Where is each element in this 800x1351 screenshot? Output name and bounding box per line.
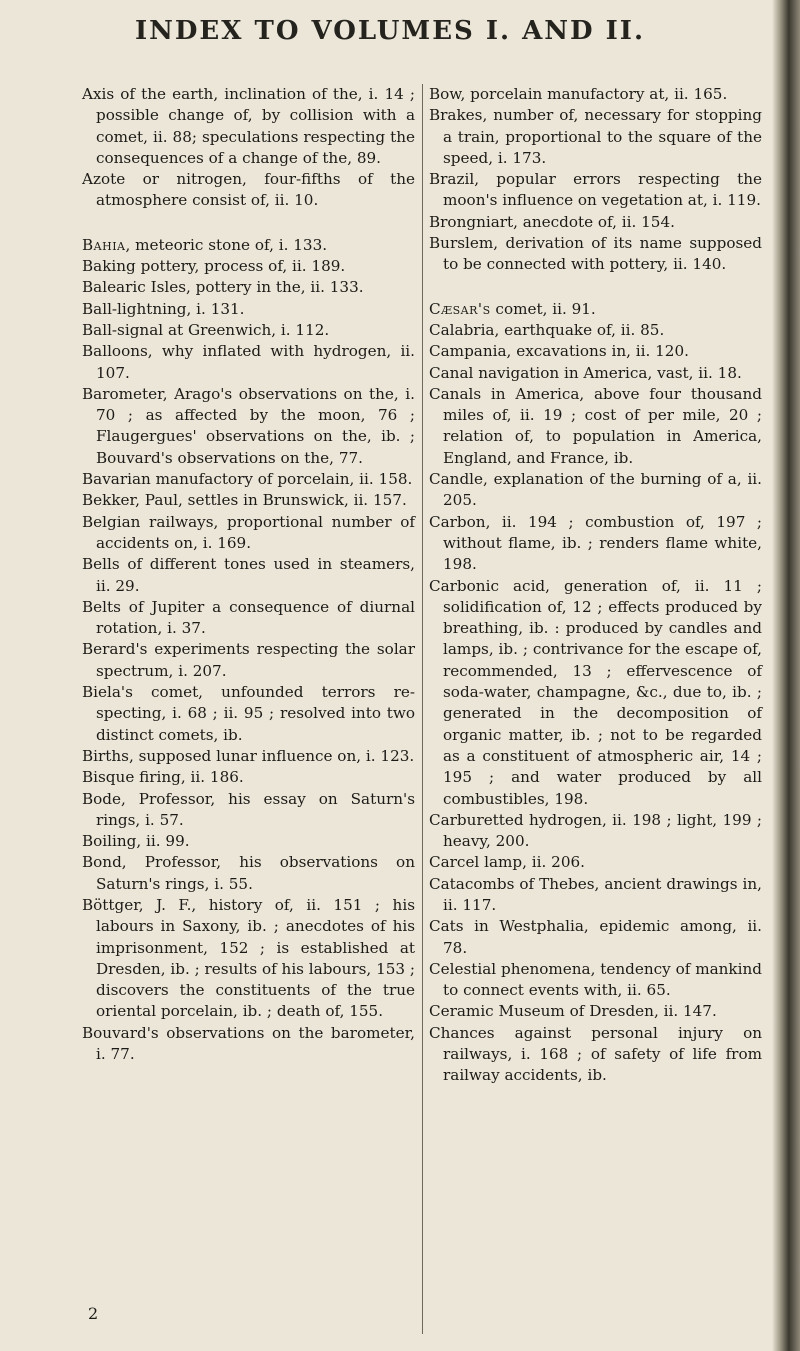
entry-text: Burslem, derivation of its name supposed to be connected with pottery, ii. 140. [429, 234, 762, 274]
index-entry [429, 852, 762, 873]
entry-text: Bond, Professor, his observations on Saturn's rings, i. 55. [82, 853, 415, 893]
page-number: 2 [88, 1304, 99, 1323]
index-entry [82, 597, 415, 640]
entry-lead-word: Cæsar's [429, 299, 491, 318]
entry-text: Carbon, ii. 194 ; combustion of, 197 ; without flame, ib. ; renders flame white, 198. [429, 512, 762, 574]
entry-text: Bells of different tones used in steamers, ii. 29. [82, 555, 415, 595]
index-entry [82, 895, 415, 1023]
index-entry [429, 105, 762, 169]
page-header: INDEX TO VOLUMES I. AND II. [134, 16, 646, 46]
index-entry [429, 874, 762, 917]
entry-text: Bavarian manufactory of porcelain, ii. 158. [82, 470, 413, 489]
index-entry [82, 852, 415, 895]
entry-text: Brongniart, anecdote of, ii. 154. [429, 212, 675, 231]
entry-text: Belts of Jupiter a consequence of diurnal rotation, i. 37. [82, 597, 415, 638]
entry-text: Barometer, Arago's observations on the, i. 70 ; as affected by the moon, 76 ; Flaugergues' observations on the, ib. ; Bouvard's observations on the, 77. [82, 384, 415, 467]
section-gap [82, 212, 415, 235]
entry-text: Axis of the earth, inclination of the, i. 14 ; possible change of, by collision with a comet, ii. 88; speculations respecting the consequences of a change of the, 89. [82, 85, 415, 167]
index-entry [429, 363, 762, 384]
entry-lead-word: Bahia [82, 235, 126, 254]
index-entry [429, 959, 762, 1002]
index-entry [82, 831, 415, 852]
entry-text: Births, supposed lunar influence on, i. 123. [82, 746, 415, 765]
index-entry [429, 84, 762, 105]
index-entry [82, 341, 415, 384]
entry-text: Baking pottery, process of, ii. 189. [82, 257, 346, 276]
entry-text: Ball-lightning, i. 131. [82, 299, 245, 318]
index-entry [429, 341, 762, 362]
index-entry [429, 169, 762, 212]
index-entry [82, 469, 415, 490]
entry-text: Bouvard's observations on the barometer, i. 77. [82, 1023, 415, 1064]
index-entry [82, 299, 415, 320]
entry-text: Brakes, number of, necessary for stopping a train, proportional to the square of the speed, i. 173. [429, 106, 762, 167]
entry-text: Balloons, why inflated with hydrogen, ii. 107. [82, 342, 415, 382]
index-entry [429, 576, 762, 810]
entry-text: Böttger, J. F., history of, ii. 151 ; his labours in Saxony, ib. ; anecdotes of his imprisonment, 152 ; is established at Dresden, ib. ; results of his labours, 153 ; discovers the constituents of the true oriental porcelain, ib. ; death of, 155. [82, 895, 416, 1021]
entry-text: comet, ii. 91. [490, 299, 596, 318]
entry-text: Cats in Westphalia, epidemic among, ii. 78. [429, 917, 762, 957]
index-entry [429, 212, 762, 233]
entry-text: Chances against personal injury on railways, i. 168 ; of safety of life from railway accidents, ib. [429, 1023, 762, 1085]
entry-text: Bow, porcelain manufactory at, ii. 165. [429, 85, 728, 103]
entry-text: Carbonic acid, generation of, ii. 11 ; solidification of, 12 ; effects produced by breathing, ib. : produced by candles and lamps, ib. ; contrivance for the escape of, recommended, 13 ; effervescence of soda-water, champagne, &c., due to, ib. ; generated in the decomposition of organic matter, ib. ; not to be regarded as a constituent of atmospheric air, 14 ; 195 ; and water produced by all combustibles, 198. [429, 576, 762, 808]
index-entry [429, 299, 762, 320]
entry-text: Brazil, popular errors respecting the moon's influence on vegetation at, i. 119. [429, 170, 762, 210]
entry-text: Balearic Isles, pottery in the, ii. 133. [82, 278, 364, 297]
index-entry [429, 916, 762, 959]
entry-text: Bekker, Paul, settles in Brunswick, ii. 157. [82, 491, 407, 510]
entry-text: Campania, excavations in, ii. 120. [429, 342, 689, 361]
entry-text: Azote or nitrogen, four-fifths of the atmosphere consist of, ii. 10. [82, 170, 415, 210]
index-entry [82, 554, 415, 597]
index-entry [82, 84, 415, 169]
index-entry [429, 469, 762, 512]
entry-text: Carburetted hydrogen, ii. 198 ; light, 199 ; heavy, 200. [429, 810, 762, 851]
index-entry [429, 810, 762, 853]
index-entry [82, 789, 415, 832]
index-entry [82, 746, 415, 767]
entry-text: Celestial phenomena, tendency of mankind to connect events with, ii. 65. [429, 959, 762, 1000]
entry-text: Berard's experiments respecting the solar spectrum, i. 207. [82, 640, 415, 680]
entry-text: Belgian railways, proportional number of accidents on, i. 169. [82, 512, 415, 552]
entry-text: Boiling, ii. 99. [82, 832, 190, 851]
entry-text: Ceramic Museum of Dresden, ii. 147. [429, 1002, 717, 1021]
entry-text: Bisque firing, ii. 186. [82, 768, 244, 787]
index-entry [82, 384, 415, 469]
entry-text: Biela's comet, unfounded terrors respecting, i. 68 ; ii. 95 ; resolved into two distinct comets, ib. [82, 683, 415, 744]
entry-text: Calabria, earthquake of, ii. 85. [429, 320, 665, 339]
index-entry [82, 512, 415, 555]
column-divider [422, 84, 423, 1334]
index-entry [82, 1023, 415, 1066]
index-entry [429, 1023, 762, 1087]
index-entry [429, 233, 762, 276]
entry-text: Candle, explanation of the burning of a, ii. 205. [429, 470, 762, 510]
index-entry [82, 682, 415, 746]
index-entry [429, 512, 762, 576]
index-entry [82, 169, 415, 212]
index-entry [82, 639, 415, 682]
left-column [82, 84, 415, 1065]
entry-text: Canals in America, above four thousand miles of, ii. 19 ; cost of per mile, 20 ; relation of, to population in America, England, and France, ib. [429, 384, 762, 467]
index-entry [82, 277, 415, 298]
entry-text: , meteoric stone of, i. 133. [125, 235, 328, 254]
index-entry [82, 256, 415, 277]
entry-text: Bode, Professor, his essay on Saturn's rings, i. 57. [82, 789, 415, 829]
index-entry [82, 767, 415, 788]
index-entry [82, 320, 415, 341]
index-entry [429, 1001, 762, 1022]
index-entry [82, 235, 415, 256]
index-entry [429, 320, 762, 341]
entry-text: Canal navigation in America, vast, ii. 18. [429, 363, 742, 382]
section-gap [429, 276, 762, 299]
right-column [429, 84, 762, 1087]
entry-text: Carcel lamp, ii. 206. [429, 853, 585, 872]
index-entry [82, 490, 415, 511]
page-edge [772, 0, 800, 1351]
index-entry [429, 384, 762, 469]
entry-text: Catacombs of Thebes, ancient drawings in, ii. 117. [429, 874, 762, 914]
entry-text: Ball-signal at Greenwich, i. 112. [82, 320, 330, 339]
